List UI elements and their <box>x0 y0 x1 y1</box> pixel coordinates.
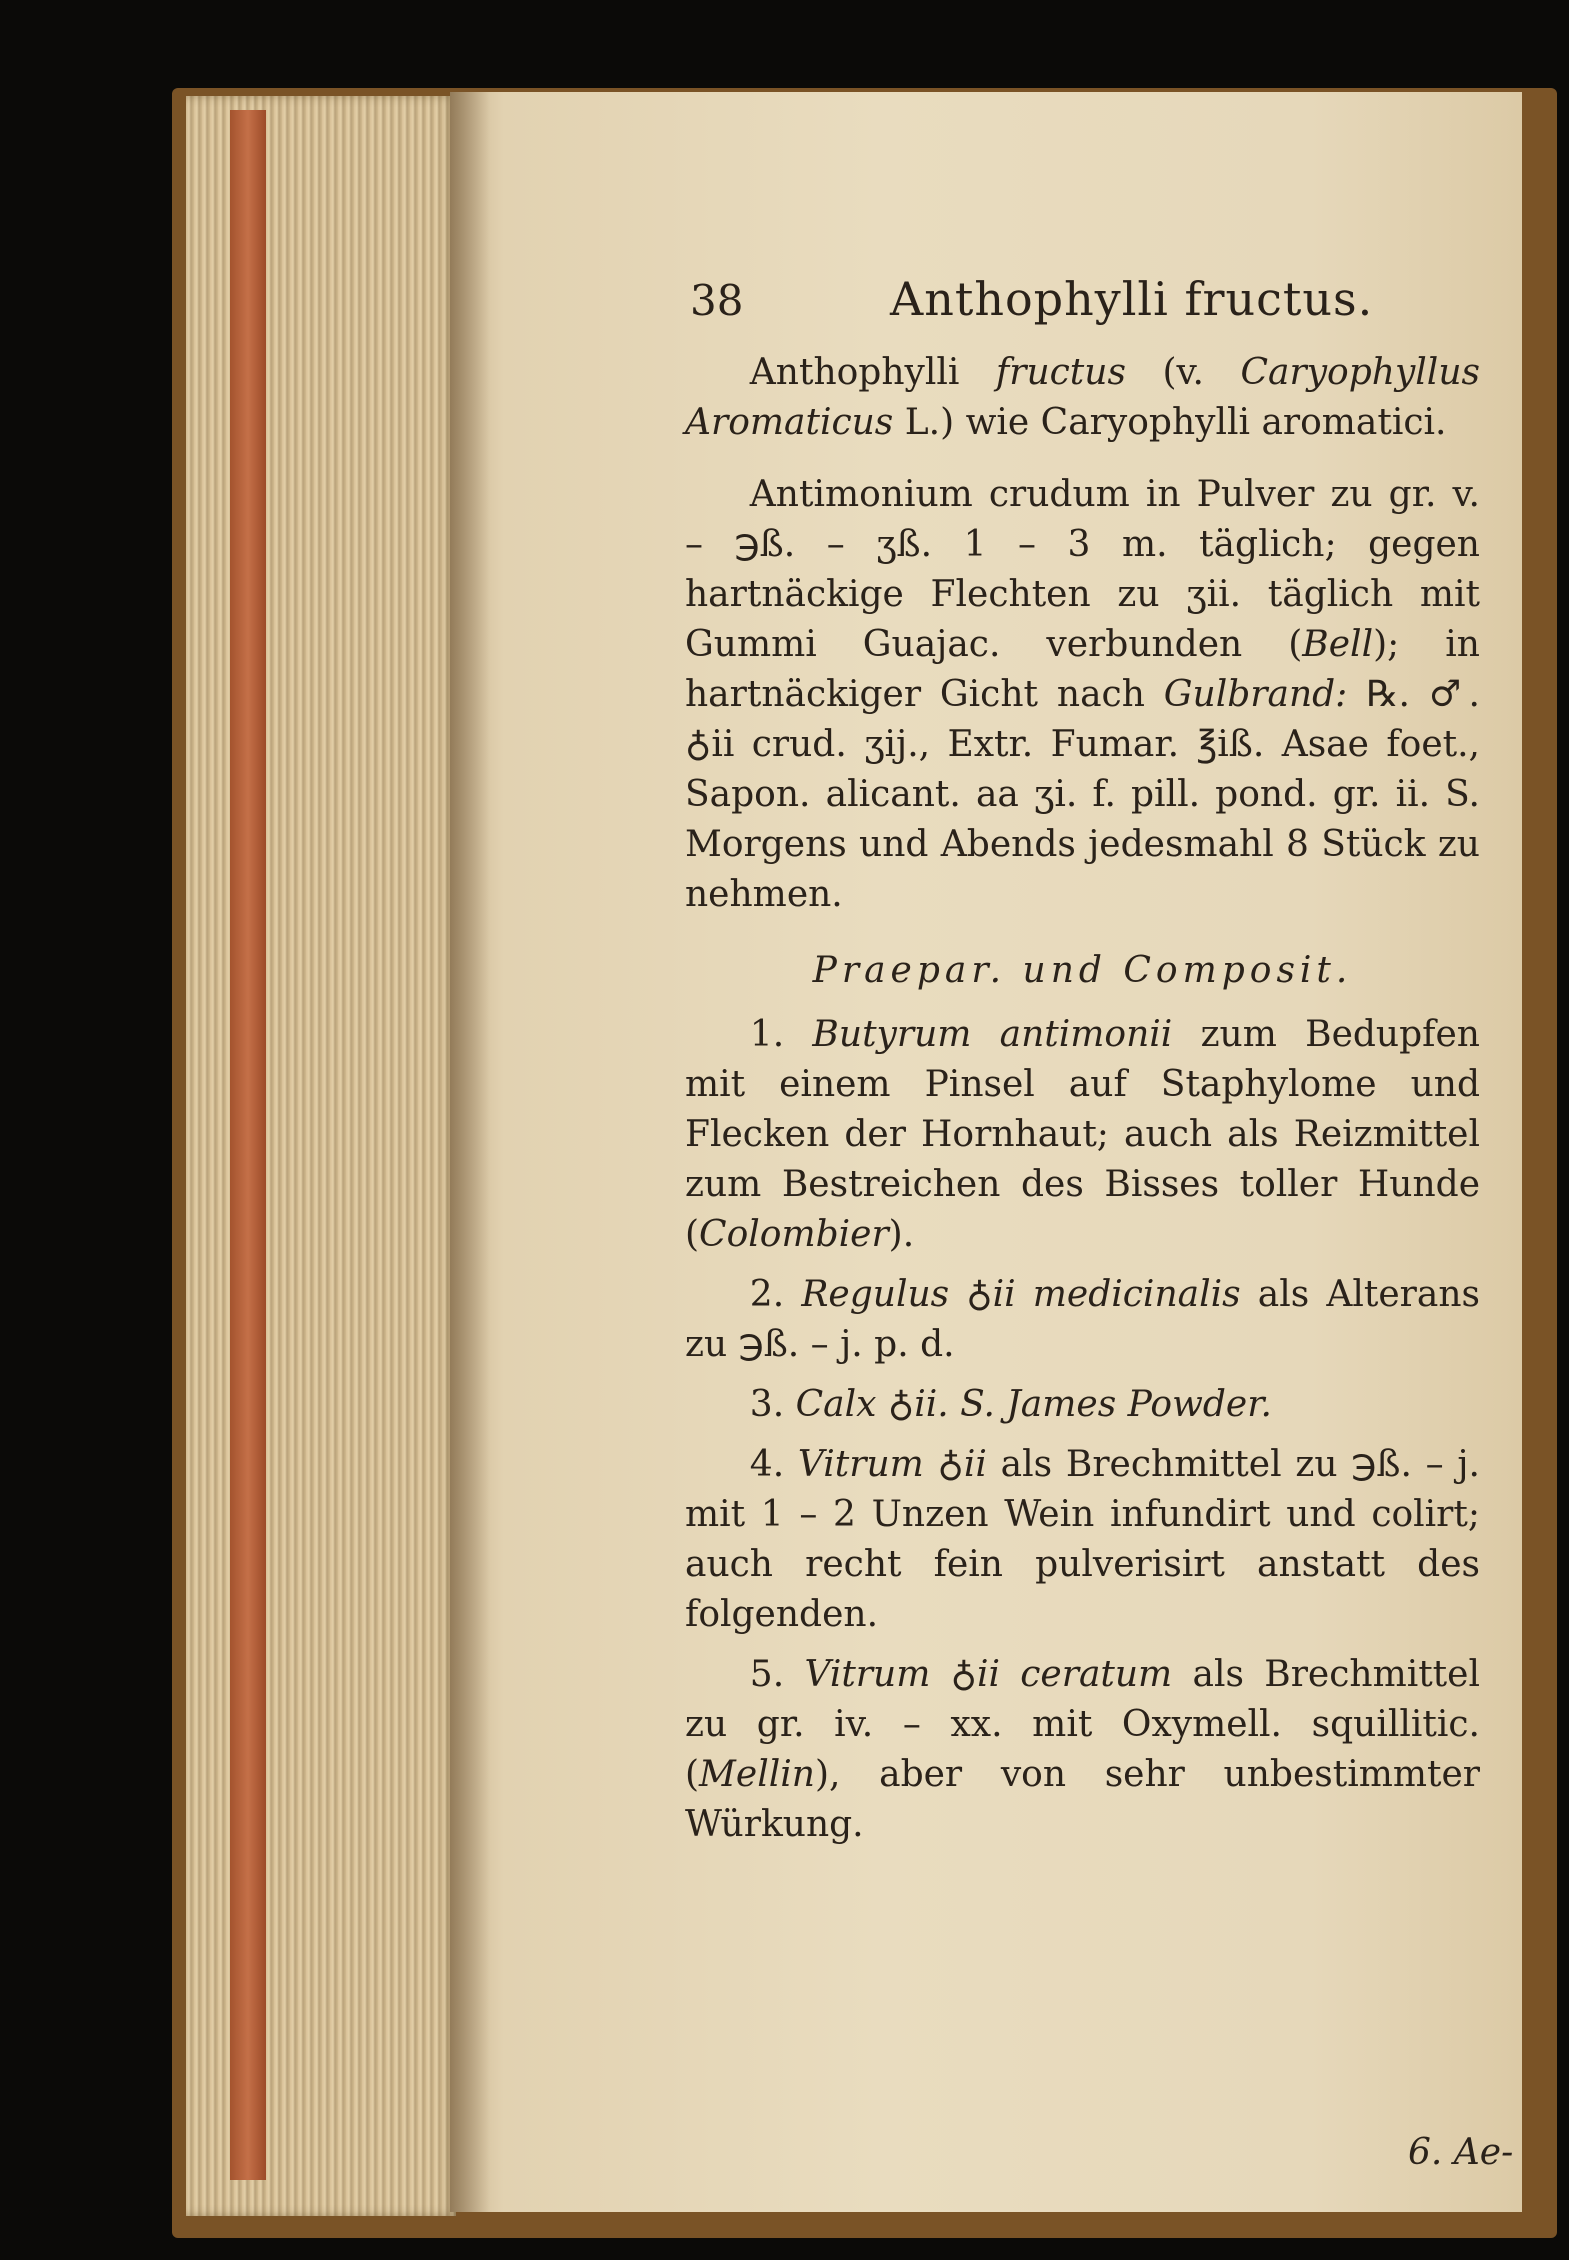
entry-anthophylli: Anthophylli fructus (v. Caryophyllus Aromaticus L.) wie Caryophylli aromatici. <box>685 352 1480 443</box>
list-item: 1. Butyrum antimonii zum Bedupfen mit einem Pinsel auf Staphylome und Flecken der Hornhaut; auch als Reizmittel zum Bestreichen des Bisses toller Hunde (Colombier). <box>685 1014 1480 1255</box>
gutter-shadow <box>450 92 490 2212</box>
list-item: 5. Vitrum ♁ii ceratum als Brechmittel zu gr. iv. – xx. mit Oxymell. squillitic. (Mellin), aber von sehr unbestimmter Würkung. <box>685 1654 1480 1845</box>
list-item: 4. Vitrum ♁ii als Brechmittel zu ℈ß. – j. mit 1 – 2 Unzen Wein infundirt und colirt; auch recht fein pulverisirt anstatt des folgenden. <box>685 1444 1480 1635</box>
red-edge-band <box>230 110 266 2180</box>
list-item: 2. Regulus ♁ii medicinalis als Alterans zu ℈ß. – j. p. d. <box>685 1274 1480 1365</box>
page-number: 38 <box>690 276 744 325</box>
book-page <box>450 92 1522 2212</box>
body-text <box>685 348 1480 1860</box>
catchword: 6. Ae- <box>1408 2132 1514 2173</box>
section-heading: Praepar. und Composit. <box>812 950 1353 991</box>
entry-antimonium: Antimonium crudum in Pulver zu gr. v. – ℈ß. – ʒß. 1 – 3 m. täglich; gegen hartnäckige Flechten zu ʒii. täglich mit Gummi Guajac. verbunden (Bell); in hartnäckiger Gicht nach Gulbrand: ℞. ♂. ♁ii crud. ʒij., Extr. Fumar. ℥iß. Asae foet., Sapon. alicant. aa ʒi. f. pill. pond. gr. ii. S. Morgens und Abends jedesmahl 8 Stück zu nehmen. <box>685 474 1480 915</box>
list-item: 3. Calx ♁ii. S. James Powder. <box>749 1384 1272 1425</box>
page-edges <box>186 96 456 2216</box>
running-title: Anthophylli fructus. <box>890 272 1374 326</box>
